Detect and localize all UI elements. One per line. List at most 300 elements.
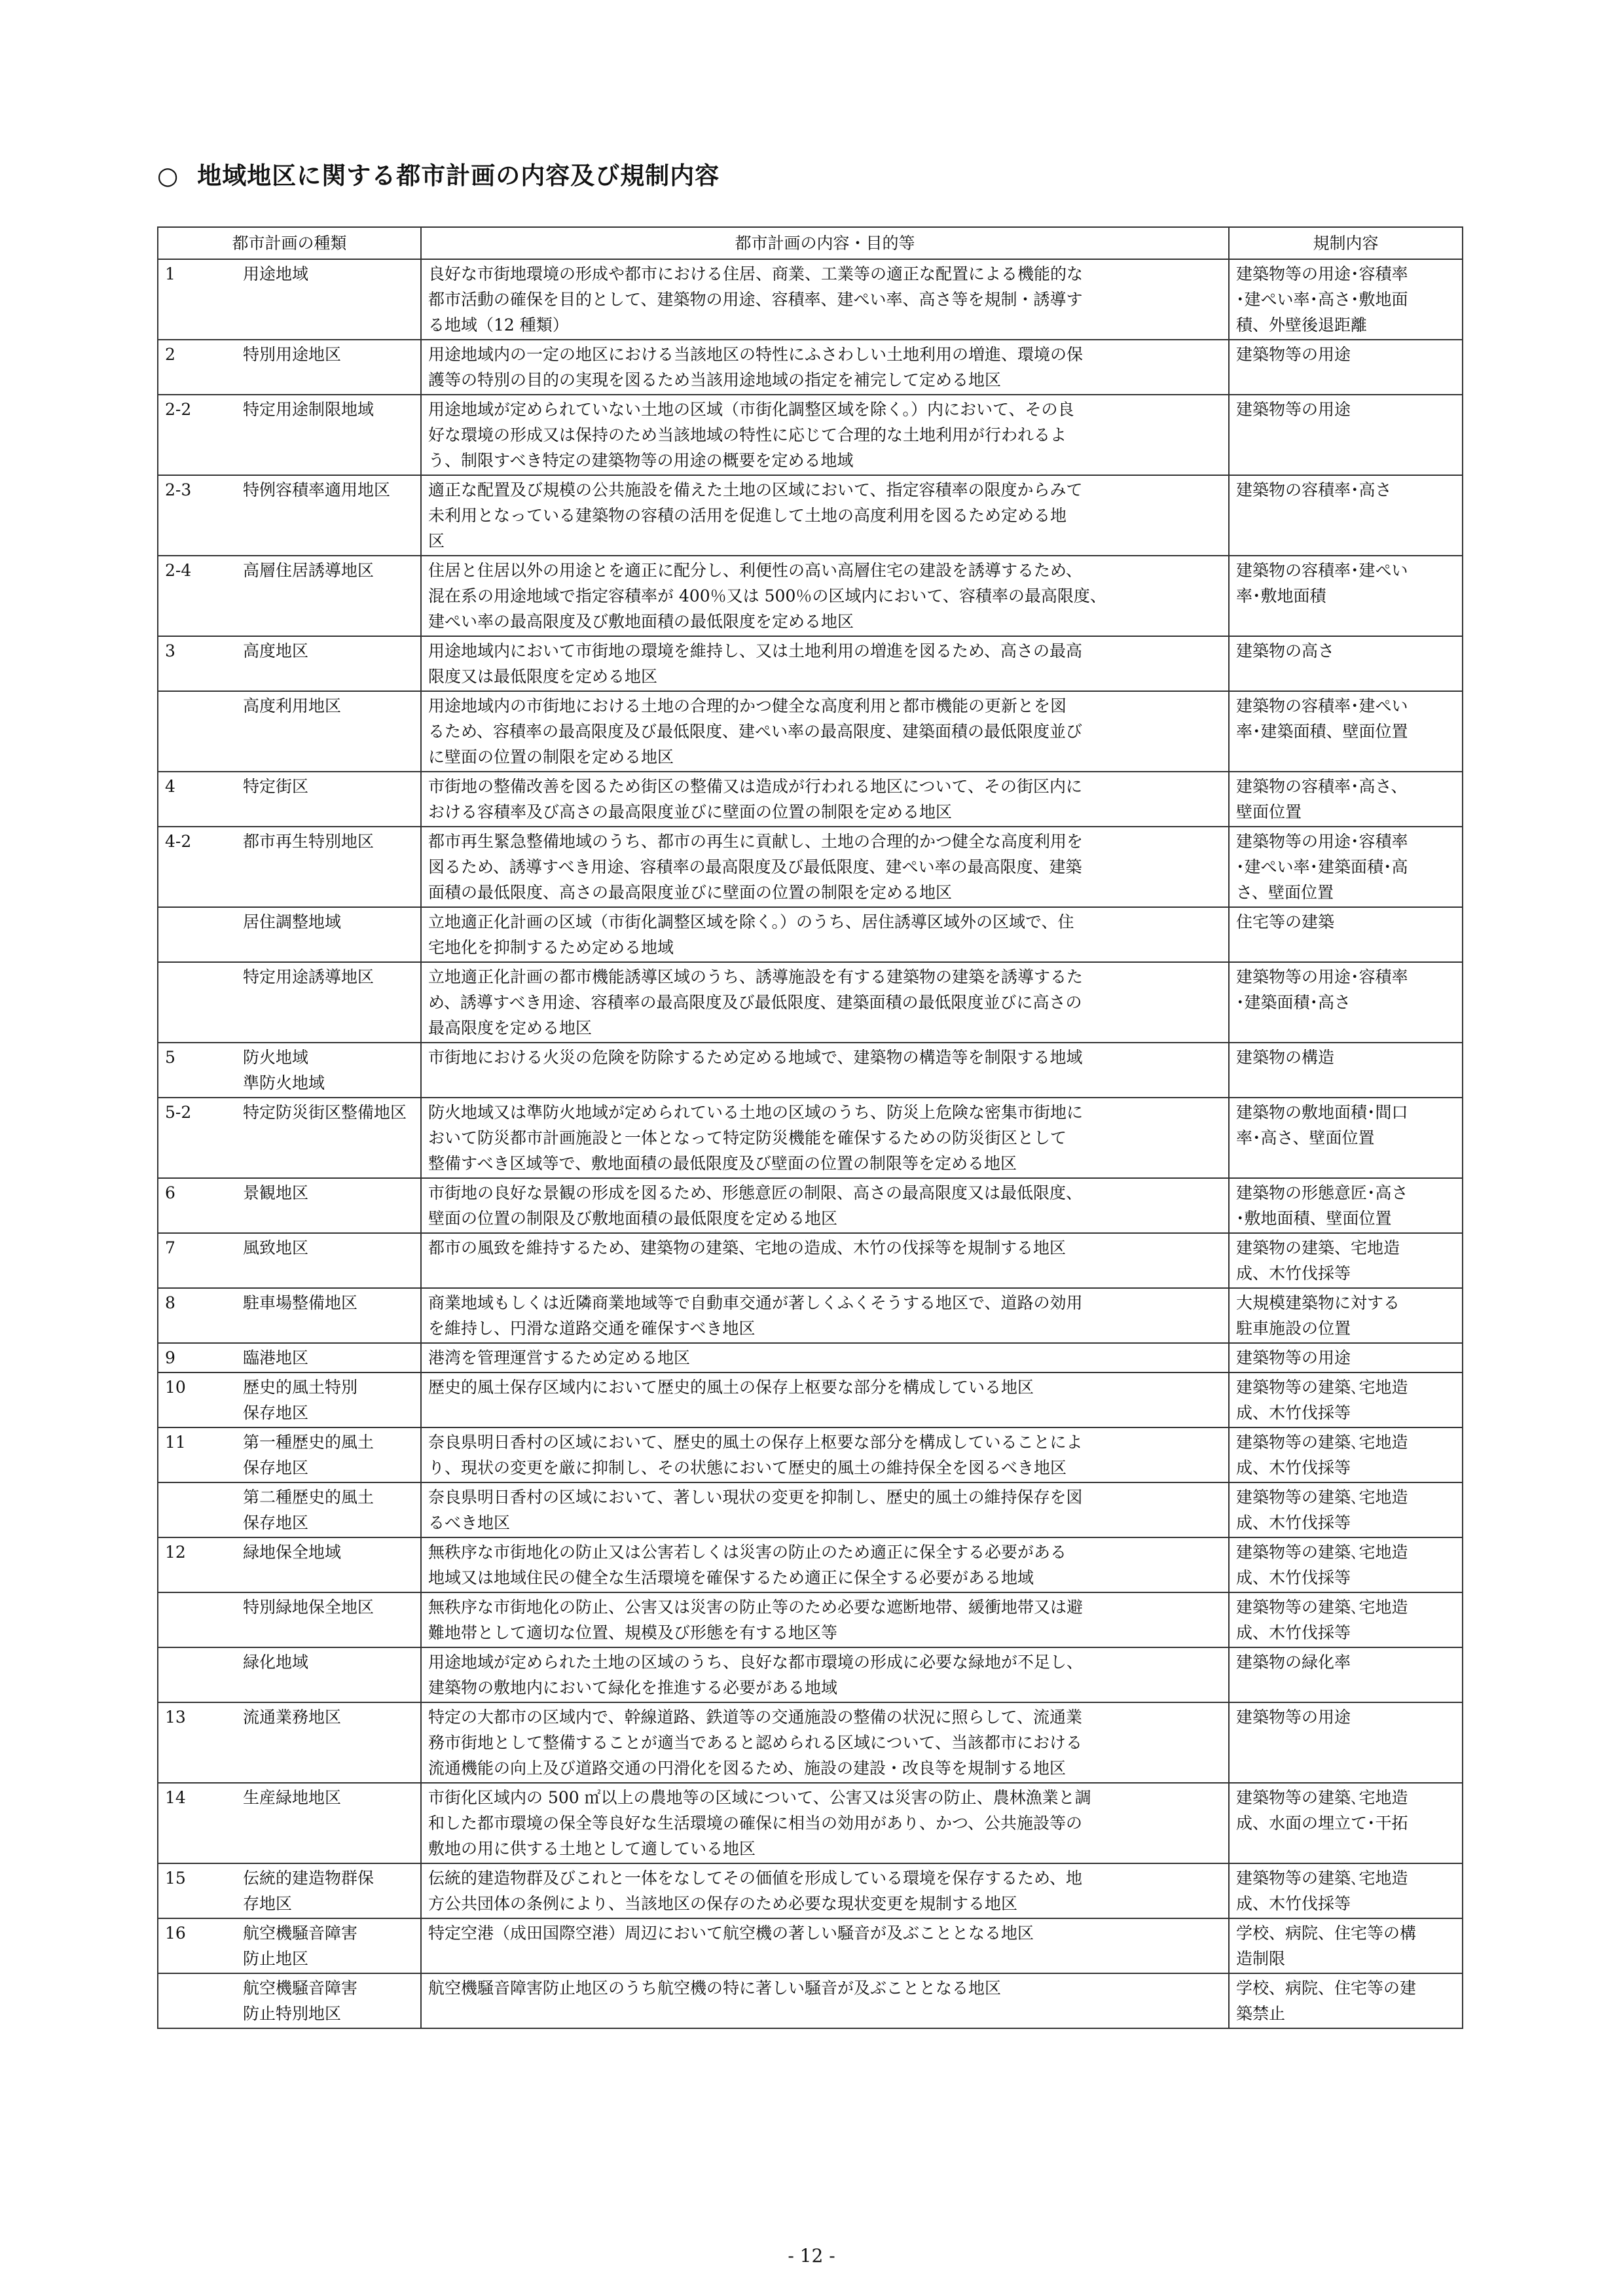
plan-description <box>421 259 1229 340</box>
plan-type-line: 航空機騒音障害 <box>243 1979 358 1998</box>
plan-description-line: 特定空港（成田国際空港）周辺において航空機の著しい騒音が及ぶこととなる地区 <box>428 1924 1034 1943</box>
plan-description-line: 好な環境の形成又は保持のため当該地域の特性に応じて合理的な土地利用が行われるよ <box>428 425 1067 444</box>
plan-description <box>421 827 1229 907</box>
regulation-content <box>1229 1973 1463 2028</box>
plan-description-line: 難地帯として適切な位置、規模及び形態を有する地区等 <box>428 1623 838 1642</box>
table-row <box>158 1592 1463 1647</box>
plan-description <box>421 1288 1229 1343</box>
regulation-content <box>1229 1783 1463 1863</box>
row-number <box>158 340 236 395</box>
plan-type-line: 用途地域 <box>243 264 309 283</box>
row-number <box>158 475 236 556</box>
plan-description <box>421 1783 1229 1863</box>
page-heading <box>157 156 720 191</box>
table-row <box>158 395 1463 475</box>
row-number-text: 13 <box>165 1708 186 1727</box>
regulation-content <box>1229 556 1463 636</box>
row-number-text: 4-2 <box>165 832 192 851</box>
plan-description <box>421 1372 1229 1427</box>
plan-description-line: 地域又は地域住民の健全な生活環境を確保するため適正に保全する必要がある地域 <box>428 1568 1034 1587</box>
regulation-content-line: 建築物の容積率･建ぺい <box>1236 696 1408 715</box>
plan-type-line: 特別緑地保全地区 <box>243 1598 374 1617</box>
plan-type <box>236 1592 421 1647</box>
row-number <box>158 556 236 636</box>
regulation-content-line: 建築物の形態意匠･高さ <box>1236 1183 1408 1202</box>
regulation-content-line: 成、木竹伐採等 <box>1236 1623 1351 1642</box>
table-row <box>158 1427 1463 1482</box>
plan-description-line: 無秩序な市街地化の防止、公害又は災害の防止等のため必要な遮断地帯、緩衝地帯又は避 <box>428 1598 1084 1617</box>
regulation-content-line: 建築物の高さ <box>1236 641 1335 660</box>
plan-description-line: を維持し、円滑な道路交通を確保すべき地区 <box>428 1319 756 1338</box>
plan-type <box>236 1288 421 1343</box>
regulation-content <box>1229 475 1463 556</box>
plan-type <box>236 1233 421 1288</box>
plan-description-line: 用途地域内の一定の地区における当該地区の特性にふさわしい土地利用の増進、環境の保 <box>428 345 1084 364</box>
plan-description-line: 伝統的建造物群及びこれと一体をなしてその価値を形成している環境を保存するため、地 <box>428 1869 1083 1888</box>
row-number-text: 5 <box>165 1048 175 1067</box>
plan-description <box>421 1043 1229 1098</box>
plan-description-line: 未利用となっている建築物の容積の活用を促進して土地の高度利用を図るため定める地 <box>428 506 1067 525</box>
plan-description-line: う、制限すべき特定の建築物等の用途の概要を定める地域 <box>428 451 854 470</box>
regulation-content-line: 建築物の建築、宅地造 <box>1236 1238 1400 1257</box>
regulation-content <box>1229 691 1463 772</box>
regulation-content <box>1229 1482 1463 1537</box>
plan-description-line: 流通機能の向上及び道路交通の円滑化を図るため、施設の建設・改良等を規制する地区 <box>428 1759 1067 1778</box>
regulation-content-line: 成、木竹伐採等 <box>1236 1513 1351 1532</box>
plan-type <box>236 340 421 395</box>
plan-type-line: 特定用途誘導地区 <box>243 967 374 986</box>
table-row <box>158 1647 1463 1702</box>
regulation-content-line: 学校、病院、住宅等の建 <box>1236 1979 1417 1998</box>
plan-description-line: 壁面の位置の制限及び敷地面積の最低限度を定める地区 <box>428 1209 838 1228</box>
plan-type-line: 航空機騒音障害 <box>243 1924 358 1943</box>
plan-description-line: 敷地の用に供する土地として適している地区 <box>428 1839 756 1858</box>
row-number-text: 15 <box>165 1869 186 1888</box>
regulation-content <box>1229 907 1463 962</box>
circle-bullet-icon: ○ <box>157 162 179 190</box>
table-row <box>158 1233 1463 1288</box>
row-number-text: 4 <box>165 777 175 796</box>
plan-type-line: 第一種歴史的風土 <box>243 1433 374 1452</box>
table-row <box>158 1372 1463 1427</box>
table-row <box>158 259 1463 340</box>
row-number <box>158 395 236 475</box>
row-number-text: 5-2 <box>165 1103 192 1122</box>
regulation-content-line: 大規模建築物に対する <box>1236 1293 1400 1312</box>
regulation-content-line: 築禁止 <box>1236 2004 1286 2023</box>
plan-description <box>421 395 1229 475</box>
plan-type-line: 保存地区 <box>243 1403 309 1422</box>
row-number-text: 2 <box>165 345 175 364</box>
row-number-text: 8 <box>165 1293 175 1312</box>
row-number <box>158 1918 236 1973</box>
row-number <box>158 1482 236 1537</box>
table-row <box>158 1863 1463 1918</box>
plan-type <box>236 1702 421 1783</box>
regulation-content <box>1229 636 1463 691</box>
regulation-content-line: 成、水面の埋立て･干拓 <box>1236 1814 1408 1833</box>
plan-type-line: 緑地保全地域 <box>243 1543 342 1562</box>
regulation-content <box>1229 827 1463 907</box>
plan-description <box>421 636 1229 691</box>
table-row <box>158 907 1463 962</box>
plan-type <box>236 962 421 1043</box>
plan-description-line: 立地適正化計画の都市機能誘導区域のうち、誘導施設を有する建築物の建築を誘導するた <box>428 967 1084 986</box>
plan-type <box>236 1098 421 1178</box>
plan-description-line: 都市の風致を維持するため、建築物の建築、宅地の造成、木竹の伐採等を規制する地区 <box>428 1238 1067 1257</box>
plan-description-line: 商業地域もしくは近隣商業地域等で自動車交通が著しくふくそうする地区で、道路の効用 <box>428 1293 1083 1312</box>
regulation-content <box>1229 962 1463 1043</box>
table-row <box>158 1973 1463 2028</box>
plan-description-line: 和した都市環境の保全等良好な生活環境の確保に相当の効用があり、かつ、公共施設等の <box>428 1814 1083 1833</box>
regulation-content-line: 建築物等の用途 <box>1236 1348 1351 1367</box>
plan-type-line: 生産緑地地区 <box>243 1788 342 1807</box>
regulation-content <box>1229 1178 1463 1233</box>
plan-description-line: 図るため、誘導すべき用途、容積率の最高限度及び最低限度、建ぺい率の最高限度、建築 <box>428 857 1082 876</box>
plan-description-line: 建築物の敷地内において緑化を推進する必要がある地域 <box>428 1678 838 1697</box>
regulation-content <box>1229 1702 1463 1783</box>
plan-description-line: 面積の最低限度、高さの最高限度並びに壁面の位置の制限を定める地区 <box>428 883 953 902</box>
plan-description-line: おいて防災都市計画施設と一体となって特定防災機能を確保するための防災街区として <box>428 1128 1067 1147</box>
plan-description-line: 防火地域又は準防火地域が定められている土地の区域のうち、防災上危険な密集市街地に <box>428 1103 1084 1122</box>
plan-description-line: るため、容積率の最高限度及び最低限度、建ぺい率の最高限度、建築面積の最低限度並び <box>428 722 1083 741</box>
table-row <box>158 1702 1463 1783</box>
regulation-content-line: 率･敷地面積 <box>1236 586 1326 605</box>
plan-type-line: 伝統的建造物群保 <box>243 1869 374 1888</box>
row-number-text: 2-4 <box>165 561 192 580</box>
plan-description-line: おける容積率及び高さの最高限度並びに壁面の位置の制限を定める地区 <box>428 802 953 821</box>
plan-description-line: 最高限度を定める地区 <box>428 1018 593 1037</box>
plan-type-line: 第二種歴史的風土 <box>243 1488 374 1507</box>
plan-description-line: め、誘導すべき用途、容積率の最高限度及び最低限度、建築面積の最低限度並びに高さの <box>428 993 1082 1012</box>
plan-description <box>421 1537 1229 1592</box>
plan-type <box>236 1343 421 1372</box>
table-row <box>158 1482 1463 1537</box>
plan-description-line: 宅地化を抑制するため定める地域 <box>428 938 674 957</box>
plan-description-line: 奈良県明日香村の区域において、歴史的風土の保存上枢要な部分を構成していることによ <box>428 1433 1083 1452</box>
plan-description <box>421 1482 1229 1537</box>
plan-description <box>421 1592 1229 1647</box>
regulation-content-line: さ、壁面位置 <box>1236 883 1334 902</box>
row-number-text: 10 <box>165 1378 186 1397</box>
regulation-content <box>1229 1427 1463 1482</box>
plan-type-line: 風致地区 <box>243 1238 309 1257</box>
regulation-content-line: 建築物等の建築､宅地造 <box>1236 1488 1408 1507</box>
plan-description-line: 航空機騒音障害防止地区のうち航空機の特に著しい騒音が及ぶこととなる地区 <box>428 1979 1002 1998</box>
regulation-content-line: 造制限 <box>1236 1949 1286 1968</box>
plan-type-line: 防止地区 <box>243 1949 309 1968</box>
plan-type-line: 駐車場整備地区 <box>243 1293 358 1312</box>
regulation-content-line: ･建築面積･高さ <box>1236 993 1351 1012</box>
plan-description-line: 護等の特別の目的の実現を図るため当該用途地域の指定を補完して定める地区 <box>428 370 1002 389</box>
plan-description-line: 市街化区域内の 500 ㎡以上の農地等の区域について、公害又は災害の防止、農林漁業と調 <box>428 1788 1091 1807</box>
regulation-content-line: 駐車施設の位置 <box>1236 1319 1351 1338</box>
heading-title: 地域地区に関する都市計画の内容及び規制内容 <box>197 162 720 190</box>
plan-description <box>421 772 1229 827</box>
plan-type <box>236 1043 421 1098</box>
table-row <box>158 340 1463 395</box>
row-number <box>158 1863 236 1918</box>
plan-type-line: 高層住居誘導地区 <box>243 561 374 580</box>
plan-type-line: 特例容積率適用地区 <box>243 480 391 499</box>
row-number <box>158 1233 236 1288</box>
regulation-content-line: 建築物の緑化率 <box>1236 1653 1351 1672</box>
plan-description <box>421 1427 1229 1482</box>
plan-type <box>236 259 421 340</box>
regulation-content-line: 成、木竹伐採等 <box>1236 1264 1351 1283</box>
plan-type-line: 高度利用地区 <box>243 696 342 715</box>
plan-description-line: 住居と住居以外の用途とを適正に配分し、利便性の高い高層住宅の建設を誘導するため、 <box>428 561 1083 580</box>
header-type: 都市計画の種類 <box>158 227 421 259</box>
regulation-content-line: 学校、病院、住宅等の構 <box>1236 1924 1417 1943</box>
regulation-content-line: ･敷地面積、壁面位置 <box>1236 1209 1392 1228</box>
plan-type-line: 準防火地域 <box>243 1073 325 1092</box>
plan-description-line: 都市再生緊急整備地域のうち、都市の再生に貢献し、土地の合理的かつ健全な高度利用を <box>428 832 1084 851</box>
plan-type <box>236 1178 421 1233</box>
regulation-content-line: 成、木竹伐採等 <box>1236 1894 1351 1913</box>
table-header-row <box>158 227 1463 259</box>
table-row <box>158 691 1463 772</box>
header-regulation: 規制内容 <box>1229 227 1463 259</box>
regulation-content-line: 建築物等の建築､宅地造 <box>1236 1378 1408 1397</box>
regulation-content <box>1229 1537 1463 1592</box>
regulation-content <box>1229 1918 1463 1973</box>
plan-description <box>421 475 1229 556</box>
plan-type-line: 緑化地域 <box>243 1653 309 1672</box>
table-row <box>158 1098 1463 1178</box>
regulation-content-line: 建築物等の建築､宅地造 <box>1236 1598 1408 1617</box>
row-number <box>158 1537 236 1592</box>
plan-type <box>236 827 421 907</box>
plan-description <box>421 556 1229 636</box>
row-number <box>158 1427 236 1482</box>
table-row <box>158 772 1463 827</box>
plan-description-line: 方公共団体の条例により、当該地区の保存のため必要な現状変更を規制する地区 <box>428 1894 1018 1913</box>
table-row <box>158 1343 1463 1372</box>
plan-type <box>236 1973 421 2028</box>
plan-type <box>236 772 421 827</box>
table-body <box>158 259 1463 2028</box>
regulation-content <box>1229 1863 1463 1918</box>
plan-description <box>421 1647 1229 1702</box>
row-number <box>158 1288 236 1343</box>
regulation-content-line: 率･高さ、壁面位置 <box>1236 1128 1375 1147</box>
plan-description-line: るべき地区 <box>428 1513 511 1532</box>
table-row <box>158 1288 1463 1343</box>
plan-type <box>236 556 421 636</box>
row-number <box>158 907 236 962</box>
table-row <box>158 1783 1463 1863</box>
plan-description-line: 用途地域内において市街地の環境を維持し、又は土地利用の増進を図るため、高さの最高 <box>428 641 1083 660</box>
plan-description-line: 歴史的風土保存区域内において歴史的風土の保存上枢要な部分を構成している地区 <box>428 1378 1034 1397</box>
regulation-content <box>1229 395 1463 475</box>
plan-type-line: 特定用途制限地域 <box>243 400 374 419</box>
plan-description <box>421 1343 1229 1372</box>
regulation-content <box>1229 1372 1463 1427</box>
plan-type <box>236 907 421 962</box>
regulation-content-line: 建築物等の建築､宅地造 <box>1236 1543 1408 1562</box>
table-row <box>158 1537 1463 1592</box>
plan-type <box>236 475 421 556</box>
plan-description-line: 都市活動の確保を目的として、建築物の用途、容積率、建ぺい率、高さ等を規制・誘導す <box>428 290 1083 309</box>
row-number <box>158 1372 236 1427</box>
row-number-text: 12 <box>165 1543 186 1562</box>
plan-type-line: 流通業務地区 <box>243 1708 342 1727</box>
regulation-content <box>1229 340 1463 395</box>
plan-type <box>236 1427 421 1482</box>
table-row <box>158 475 1463 556</box>
plan-description-line: 適正な配置及び規模の公共施設を備えた土地の区域において、指定容積率の限度からみて <box>428 480 1083 499</box>
page-number: - 12 - <box>788 2245 835 2267</box>
table-row <box>158 1043 1463 1098</box>
plan-description-line: 用途地域が定められていない土地の区域（市街化調整区域を除く。）内において、その良 <box>428 400 1074 419</box>
row-number-text: 14 <box>165 1788 186 1807</box>
regulation-content-line: 建築物等の用途･容積率 <box>1236 264 1408 283</box>
regulation-content-line: ･建ぺい率･高さ･敷地面 <box>1236 290 1408 309</box>
row-number <box>158 636 236 691</box>
plan-description-line: 立地適正化計画の区域（市街化調整区域を除く。）のうち、居住誘導区域外の区域で、住 <box>428 912 1074 931</box>
plan-description-line: 特定の大都市の区域内で、幹線道路、鉄道等の交通施設の整備の状況に照らして、流通業 <box>428 1708 1083 1727</box>
row-number <box>158 691 236 772</box>
regulation-content-line: 建築物等の用途 <box>1236 345 1351 364</box>
plan-description-line: 区 <box>428 531 445 550</box>
plan-type <box>236 1372 421 1427</box>
plan-type-line: 高度地区 <box>243 641 309 660</box>
row-number-text: 7 <box>165 1238 175 1257</box>
regulation-content <box>1229 1233 1463 1288</box>
table-row <box>158 962 1463 1043</box>
regulation-content-line: 率･建築面積、壁面位置 <box>1236 722 1408 741</box>
row-number-text: 1 <box>165 264 175 283</box>
regulation-content <box>1229 1043 1463 1098</box>
regulation-content-line: 成、木竹伐採等 <box>1236 1458 1351 1477</box>
table-row <box>158 1178 1463 1233</box>
plan-description <box>421 691 1229 772</box>
plan-type <box>236 636 421 691</box>
regulation-content-line: 建築物の敷地面積･間口 <box>1236 1103 1408 1122</box>
plan-type-line: 特定防災街区整備地区 <box>243 1103 407 1122</box>
plan-description <box>421 1178 1229 1233</box>
row-number <box>158 962 236 1043</box>
regulation-content-line: 壁面位置 <box>1236 802 1302 821</box>
row-number <box>158 1592 236 1647</box>
row-number <box>158 827 236 907</box>
plan-description-line: 建ぺい率の最高限度及び敷地面積の最低限度を定める地区 <box>428 612 854 631</box>
row-number <box>158 772 236 827</box>
regulation-content <box>1229 1592 1463 1647</box>
regulation-content <box>1229 1647 1463 1702</box>
plan-type <box>236 1863 421 1918</box>
regulation-content-line: 建築物等の用途･容積率 <box>1236 832 1408 851</box>
table-row <box>158 1918 1463 1973</box>
header-content: 都市計画の内容・目的等 <box>421 227 1229 259</box>
plan-description-line: 用途地域内の市街地における土地の合理的かつ健全な高度利用と都市機能の更新とを図 <box>428 696 1067 715</box>
plan-description-line: 奈良県明日香村の区域において、著しい現状の変更を抑制し、歴史的風土の維持保存を図 <box>428 1488 1083 1507</box>
table-row <box>158 556 1463 636</box>
plan-description <box>421 962 1229 1043</box>
plan-description-line: 混在系の用途地域で指定容積率が 400％又は 500％の区域内において、容積率の最高限度、 <box>428 586 1106 605</box>
row-number <box>158 1098 236 1178</box>
plan-type-line: 保存地区 <box>243 1513 309 1532</box>
row-number <box>158 1178 236 1233</box>
plan-type-line: 防止特別地区 <box>243 2004 342 2023</box>
row-number <box>158 1973 236 2028</box>
row-number-text: 16 <box>165 1924 186 1943</box>
plan-type-line: 居住調整地域 <box>243 912 342 931</box>
plan-type <box>236 395 421 475</box>
plan-description <box>421 1233 1229 1288</box>
plan-description-line: り、現状の変更を厳に抑制し、その状態において歴史的風土の維持保全を図るべき地区 <box>428 1458 1067 1477</box>
row-number-text: 3 <box>165 641 175 660</box>
regulation-content <box>1229 772 1463 827</box>
regulation-content-line: 建築物の構造 <box>1236 1048 1335 1067</box>
plan-type <box>236 1482 421 1537</box>
row-number-text: 2-2 <box>165 400 192 419</box>
regulation-content-line: 建築物の容積率･高さ、 <box>1236 777 1408 796</box>
plan-description <box>421 1973 1229 2028</box>
regulation-content-line: 建築物等の建築､宅地造 <box>1236 1869 1408 1888</box>
plan-description-line: 限度又は最低限度を定める地区 <box>428 667 658 686</box>
plan-type-line: 特定街区 <box>243 777 309 796</box>
table-row <box>158 636 1463 691</box>
regulation-content-line: 建築物等の用途 <box>1236 1708 1351 1727</box>
plan-type-line: 臨港地区 <box>243 1348 309 1367</box>
row-number <box>158 1702 236 1783</box>
plan-description-line: 市街地の良好な景観の形成を図るため、形態意匠の制限、高さの最高限度又は最低限度、 <box>428 1183 1083 1202</box>
regulation-content-line: 住宅等の建築 <box>1236 912 1335 931</box>
regulation-content <box>1229 259 1463 340</box>
plan-description-line: 市街地における火災の危険を防除するため定める地域で、建築物の構造等を制限する地域 <box>428 1048 1083 1067</box>
plan-description-line: に壁面の位置の制限を定める地区 <box>428 747 674 766</box>
plan-type <box>236 691 421 772</box>
plan-description-line: 整備すべき区域等で、敷地面積の最低限度及び壁面の位置の制限等を定める地区 <box>428 1154 1017 1173</box>
row-number-text: 2-3 <box>165 480 192 499</box>
zoning-table <box>157 226 1463 2029</box>
plan-type-line: 歴史的風土特別 <box>243 1378 358 1397</box>
regulation-content <box>1229 1288 1463 1343</box>
plan-description <box>421 340 1229 395</box>
plan-description-line: 市街地の整備改善を図るため街区の整備又は造成が行われる地区について、その街区内に <box>428 777 1083 796</box>
plan-description-line: 用途地域が定められた土地の区域のうち、良好な都市環境の形成に必要な緑地が不足し、 <box>428 1653 1084 1672</box>
plan-description <box>421 1863 1229 1918</box>
row-number <box>158 1647 236 1702</box>
row-number <box>158 259 236 340</box>
plan-description <box>421 1918 1229 1973</box>
plan-description-line: 港湾を管理運営するため定める地区 <box>428 1348 691 1367</box>
regulation-content <box>1229 1343 1463 1372</box>
regulation-content <box>1229 1098 1463 1178</box>
plan-type-line: 都市再生特別地区 <box>243 832 374 851</box>
regulation-content-line: 建築物の容積率･建ぺい <box>1236 561 1408 580</box>
row-number-text: 9 <box>165 1348 175 1367</box>
row-number-text: 6 <box>165 1183 175 1202</box>
plan-type-line: 特別用途地区 <box>243 345 342 364</box>
plan-description <box>421 1702 1229 1783</box>
plan-description <box>421 907 1229 962</box>
regulation-content-line: 建築物等の建築､宅地造 <box>1236 1788 1408 1807</box>
row-number <box>158 1043 236 1098</box>
regulation-content-line: 成、木竹伐採等 <box>1236 1403 1351 1422</box>
plan-type <box>236 1647 421 1702</box>
plan-description-line: 務市街地として整備することが適当であると認められる区域について、当該都市における <box>428 1733 1083 1752</box>
plan-description-line: 無秩序な市街地化の防止又は公害若しくは災害の防止のため適正に保全する必要がある <box>428 1543 1067 1562</box>
plan-description-line: る地域（12 種類） <box>428 315 569 334</box>
row-number <box>158 1343 236 1372</box>
regulation-content-line: ･建ぺい率･建築面積･高 <box>1236 857 1408 876</box>
row-number-text: 11 <box>165 1433 186 1452</box>
regulation-content-line: 建築物等の建築､宅地造 <box>1236 1433 1408 1452</box>
regulation-content-line: 積、外壁後退距離 <box>1236 315 1368 334</box>
